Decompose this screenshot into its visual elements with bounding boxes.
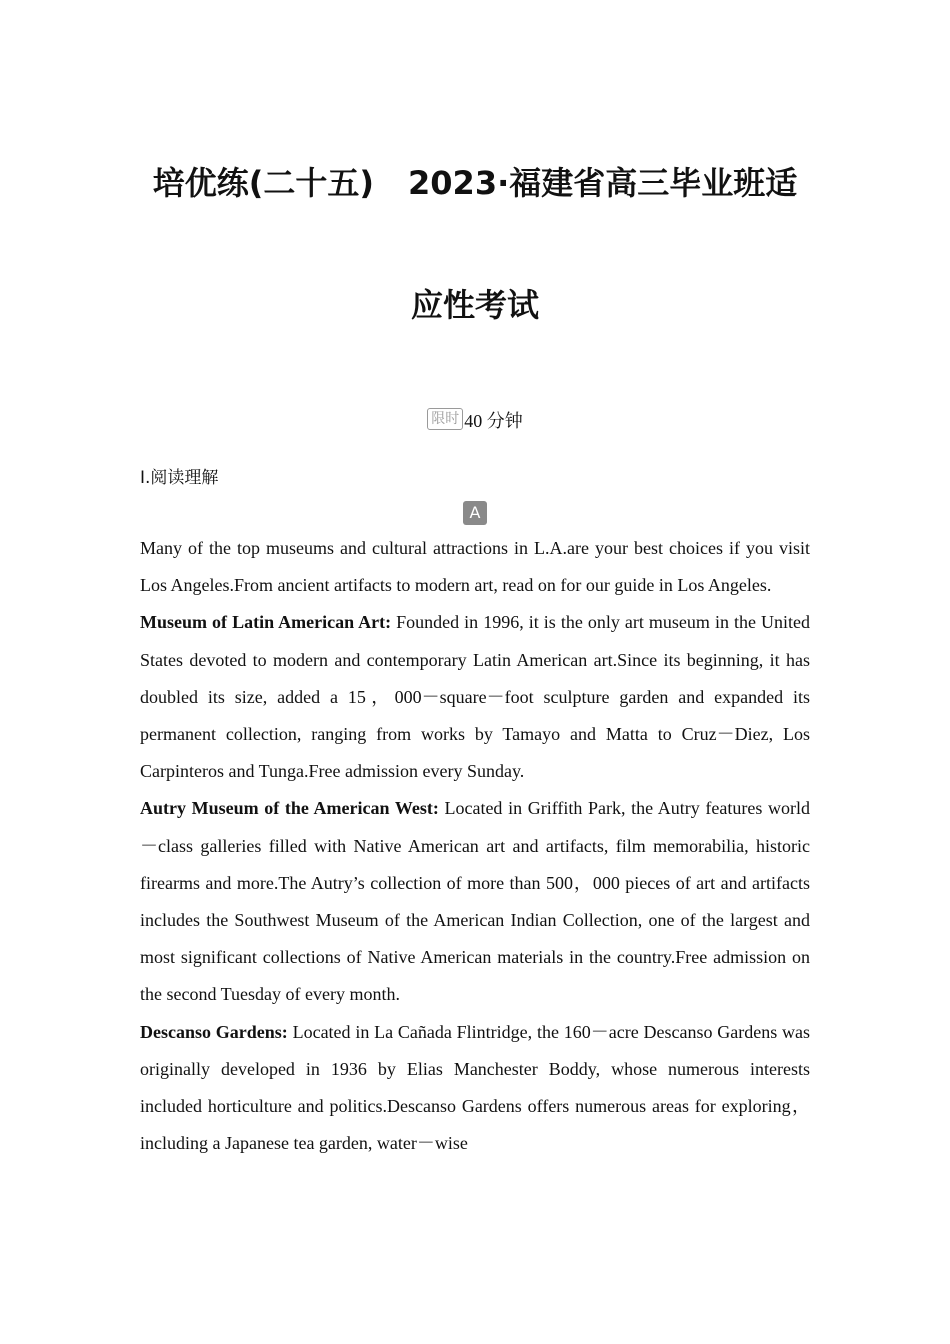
title-exam: 2023·福建省高三毕业班适 xyxy=(408,164,798,202)
passage-label-badge: A xyxy=(463,501,487,525)
time-limit-badge: 限时 xyxy=(427,408,463,430)
title-series: 培优练(二十五) xyxy=(152,164,375,202)
paragraph-text: Located in La Cañada Flintridge, the 160－acre Descanso Gardens was originally developed in 1936 by Elias Manchester Boddy, whose numerous interests included horticulture and politics.Descanso Gardens offers numerous areas for exploring， including a Japanese tea garden, water－wise xyxy=(140,1021,810,1154)
paragraph-text: Located in Griffith Park, the Autry features world－class galleries filled with Native American art and artifacts, film memorabilia, historic firearms and more.The Autry’s collection of more than 500，000 pieces of art and artifacts includes the Southwest Museum of the American Indian Collection, one of the largest and most significant collections of Native American materials in the country.Free admission on the second Tuesday of every month. xyxy=(140,798,810,1005)
paragraph-text: Founded in 1996, it is the only art museum in the United States devoted to modern and contemporary Latin American art.Since its beginning, it has doubled its size, added a 15，000－square－foot sculpture garden and expanded its permanent collection, ranging from works by Tamayo and Matta to Cruz－Diez, Los Carpinteros and Tunga.Free admission every Sunday. xyxy=(140,612,810,782)
paragraph-heading: Descanso Gardens: xyxy=(140,1021,288,1042)
passage-paragraph-autry-museum xyxy=(140,790,810,1013)
section-heading: Ⅰ.阅读理解 xyxy=(140,468,219,488)
time-limit xyxy=(140,405,810,437)
paragraph-heading: Museum of Latin American Art: xyxy=(140,612,392,633)
passage-paragraph-latin-american-art xyxy=(140,604,810,790)
passage-intro: Many of the top museums and cultural attractions in L.A.are your best choices if you visit Los Angeles.From ancient artifacts to modern art, read on for our guide in Los Angeles. xyxy=(140,538,810,596)
document-title-line1 xyxy=(140,158,810,204)
paragraph-heading: Autry Museum of the American West: xyxy=(140,798,439,819)
passage-paragraph-descanso-gardens xyxy=(140,1014,810,1163)
time-limit-value: 40 分钟 xyxy=(464,411,523,431)
document-title-line2: 应性考试 xyxy=(410,286,539,324)
passage-body xyxy=(140,530,810,1162)
